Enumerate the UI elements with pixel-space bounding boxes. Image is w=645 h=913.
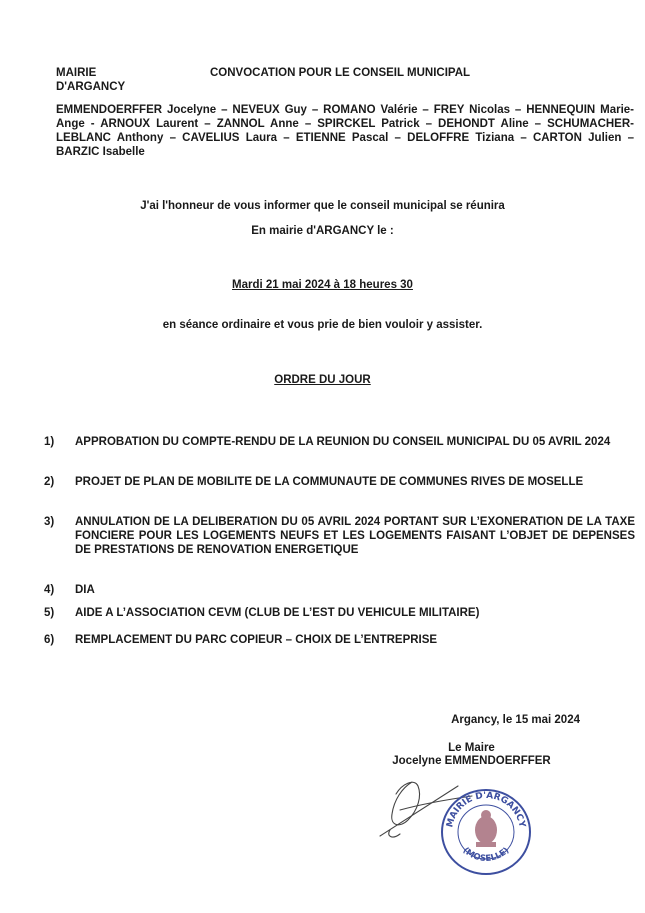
agenda-item-number: 1)	[44, 436, 55, 448]
agenda-item-number: 6)	[44, 634, 55, 646]
agenda-item-text: AIDE A L’ASSOCIATION CEVM (CLUB DE L’EST DU VEHICULE MILITAIRE)	[75, 607, 480, 619]
place-date: Argancy, le 15 mai 2024	[451, 714, 580, 726]
agenda-item-text: DIA	[75, 584, 95, 596]
stamp-bottom-text: (MOSELLE)	[460, 845, 512, 864]
intro-line-1: J'ai l'honneur de vous informer que le conseil municipal se réunira	[140, 200, 505, 212]
signatory-role: Le Maire	[448, 742, 495, 754]
stamp-top-text: MAIRIE D'ARGANCY	[445, 790, 527, 829]
agenda-item-text: PROJET DE PLAN DE MOBILITE DE LA COMMUNAUTE DE COMMUNES RIVES DE MOSELLE	[75, 476, 584, 488]
intro-line-3: en séance ordinaire et vous prie de bien vouloir y assister.	[162, 319, 483, 331]
document-title: CONVOCATION POUR LE CONSEIL MUNICIPAL	[210, 67, 471, 79]
stamp-emblem	[475, 810, 497, 847]
agenda-item-number: 4)	[44, 584, 55, 596]
mairie-stamp	[438, 786, 534, 878]
agenda-item-text: APPROBATION DU COMPTE-RENDU DE LA REUNION DU CONSEIL MUNICIPAL DU 05 AVRIL 2024	[75, 436, 611, 448]
org-line-2: D'ARGANCY	[56, 81, 126, 93]
members-list: EMMENDOERFFER Jocelyne – NEVEUX Guy – ROMANO Valérie – FREY Nicolas – HENNEQUIN Marie-Ange - ARNOUX Laurent – ZANNOL Anne – SPIRCKEL Patrick – DEHONDT Aline – SCHUMACHER-LEBLANC Anthony – CAVELIUS Laura – ETIENNE Pascal – DELOFFRE Tiziana – CARTON Julien – BARZIC Isabelle	[56, 104, 634, 158]
signatory-name: Jocelyne EMMENDOERFFER	[392, 755, 551, 767]
intro-line-2: En mairie d'ARGANCY le :	[251, 225, 394, 237]
meeting-date: Mardi 21 mai 2024 à 18 heures 30	[232, 279, 413, 291]
agenda-item-number: 5)	[44, 607, 55, 619]
agenda-item-text: REMPLACEMENT DU PARC COPIEUR – CHOIX DE L’ENTREPRISE	[75, 634, 438, 646]
agenda-item-number: 2)	[44, 476, 55, 488]
agenda-item-number: 3)	[44, 516, 55, 528]
org-line-1: MAIRIE	[56, 67, 97, 79]
agenda-heading: ORDRE DU JOUR	[274, 374, 371, 386]
mairie-header	[56, 66, 125, 94]
agenda-item-text: ANNULATION DE LA DELIBERATION DU 05 AVRIL 2024 PORTANT SUR L’EXONERATION DE LA TAXE FONCIERE POUR LES LOGEMENTS NEUFS ET LES LOGEMENTS FAISANT L’OBJET DE DEPENSES DE PRESTATIONS DE RENOVATION ENERGETIQUE	[75, 516, 635, 556]
